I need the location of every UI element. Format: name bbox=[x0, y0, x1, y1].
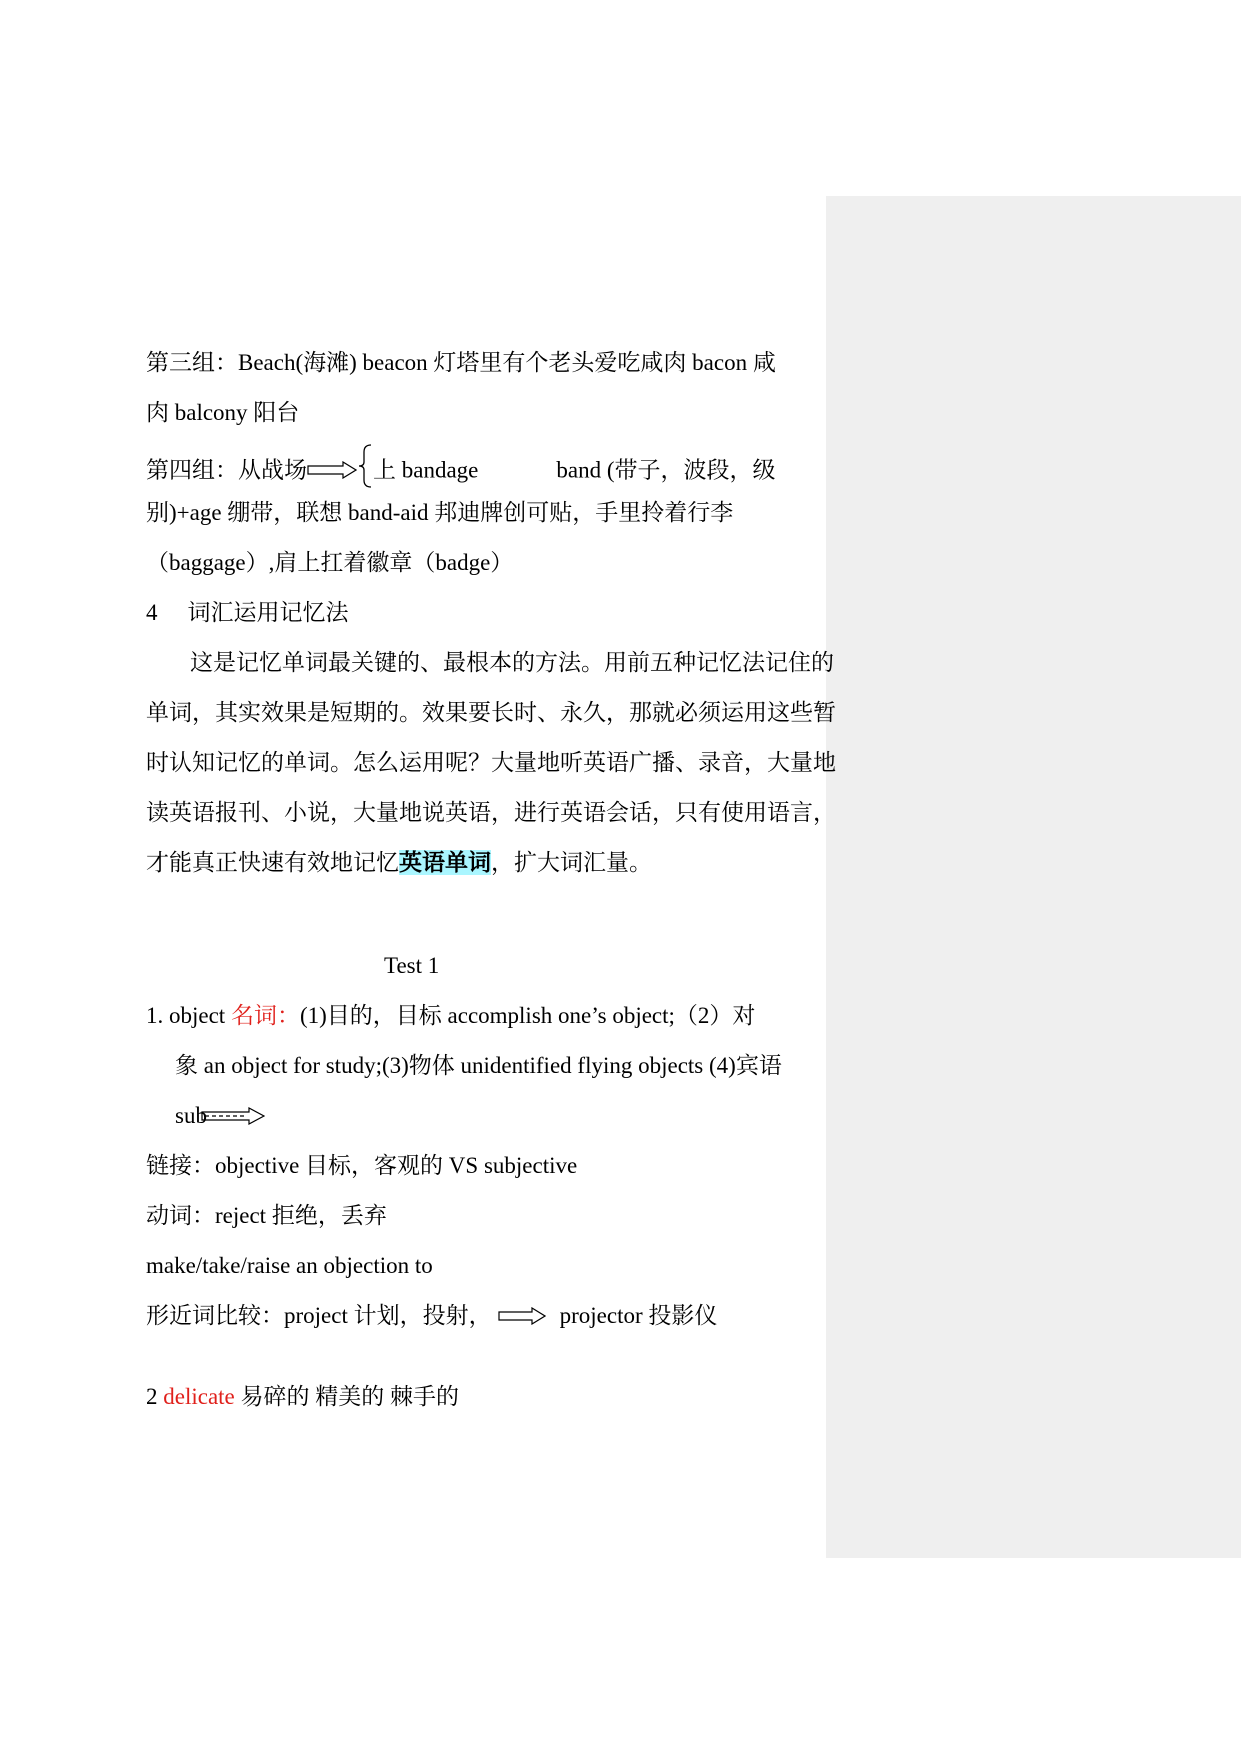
group4-line3: （baggage）,肩上扛着徽章（badge） bbox=[146, 550, 514, 575]
group4-tail: band (带子，波段，级 bbox=[556, 457, 776, 483]
item2-word: delicate bbox=[163, 1384, 235, 1409]
group4-mid: 上 bandage bbox=[373, 457, 479, 483]
highlighted-term: 英语单词 bbox=[399, 850, 491, 875]
section4-para5 bbox=[146, 848, 652, 878]
test-item1-line2: 象 an object for study;(3)物体 unidentified flying objects (4)宾语 bbox=[175, 1053, 782, 1078]
item1-lead: 1. object bbox=[146, 1003, 231, 1028]
section4-para4: 读英语报刊、小说，大量地说英语，进行英语会话，只有使用语言， bbox=[146, 800, 836, 825]
right-arrow-icon bbox=[307, 457, 357, 487]
item1-pos: 名词： bbox=[230, 1003, 300, 1028]
section4-para2: 单词，其实效果是短期的。效果要长时、永久，那就必须运用这些暂 bbox=[146, 700, 836, 725]
section4-heading bbox=[146, 598, 349, 628]
item1-rest: (1)目的，目标 accomplish one’s object;（2）对 bbox=[299, 1003, 756, 1028]
test-link-line: 链接：objective 目标，客观的 VS subjective bbox=[146, 1153, 578, 1178]
comment-pane bbox=[826, 196, 1241, 1558]
item1-line3-text: sub bbox=[175, 1103, 207, 1128]
group4-line1 bbox=[146, 448, 776, 496]
left-brace-icon bbox=[357, 448, 373, 496]
test-phrase-line: make/take/raise an objection to bbox=[146, 1253, 433, 1278]
group4-line2: 别)+age 绷带，联想 band-aid 邦迪牌创可贴，手里拎着行李 bbox=[146, 500, 734, 525]
para5-post: ，扩大词汇量。 bbox=[491, 850, 652, 875]
item2-meaning: 易碎的 精美的 棘手的 bbox=[234, 1384, 460, 1409]
item2-num: 2 bbox=[146, 1384, 164, 1409]
right-arrow-icon bbox=[201, 1103, 265, 1133]
group3-line1: 第三组：Beach(海滩) beacon 灯塔里有个老头爱吃咸肉 bacon 咸 bbox=[146, 350, 776, 375]
test-heading: Test 1 bbox=[384, 953, 440, 978]
similar-pre: 形近词比较：project 计划，投射， bbox=[146, 1303, 492, 1328]
test-item1-line3 bbox=[175, 1101, 265, 1133]
test-verb-line: 动词：reject 拒绝，丢弃 bbox=[146, 1203, 387, 1228]
section4-para1: 这是记忆单词最关键的、最根本的方法。用前五种记忆法记住的 bbox=[190, 650, 834, 675]
section-number: 4 bbox=[146, 600, 158, 625]
test-item1-line1 bbox=[146, 1001, 755, 1031]
right-arrow-icon bbox=[498, 1303, 546, 1333]
para5-pre: 才能真正快速有效地记忆 bbox=[146, 850, 399, 875]
section-title: 词汇运用记忆法 bbox=[187, 600, 349, 625]
section4-para3: 时认知记忆的单词。怎么运用呢？大量地听英语广播、录音，大量地 bbox=[146, 750, 836, 775]
group4-prefix: 第四组：从战场 bbox=[146, 457, 307, 483]
similar-post: projector 投影仪 bbox=[559, 1303, 718, 1328]
test-similar-line bbox=[146, 1301, 717, 1333]
group3-line2: 肉 balcony 阳台 bbox=[146, 400, 300, 425]
test-item2-line bbox=[146, 1382, 459, 1412]
